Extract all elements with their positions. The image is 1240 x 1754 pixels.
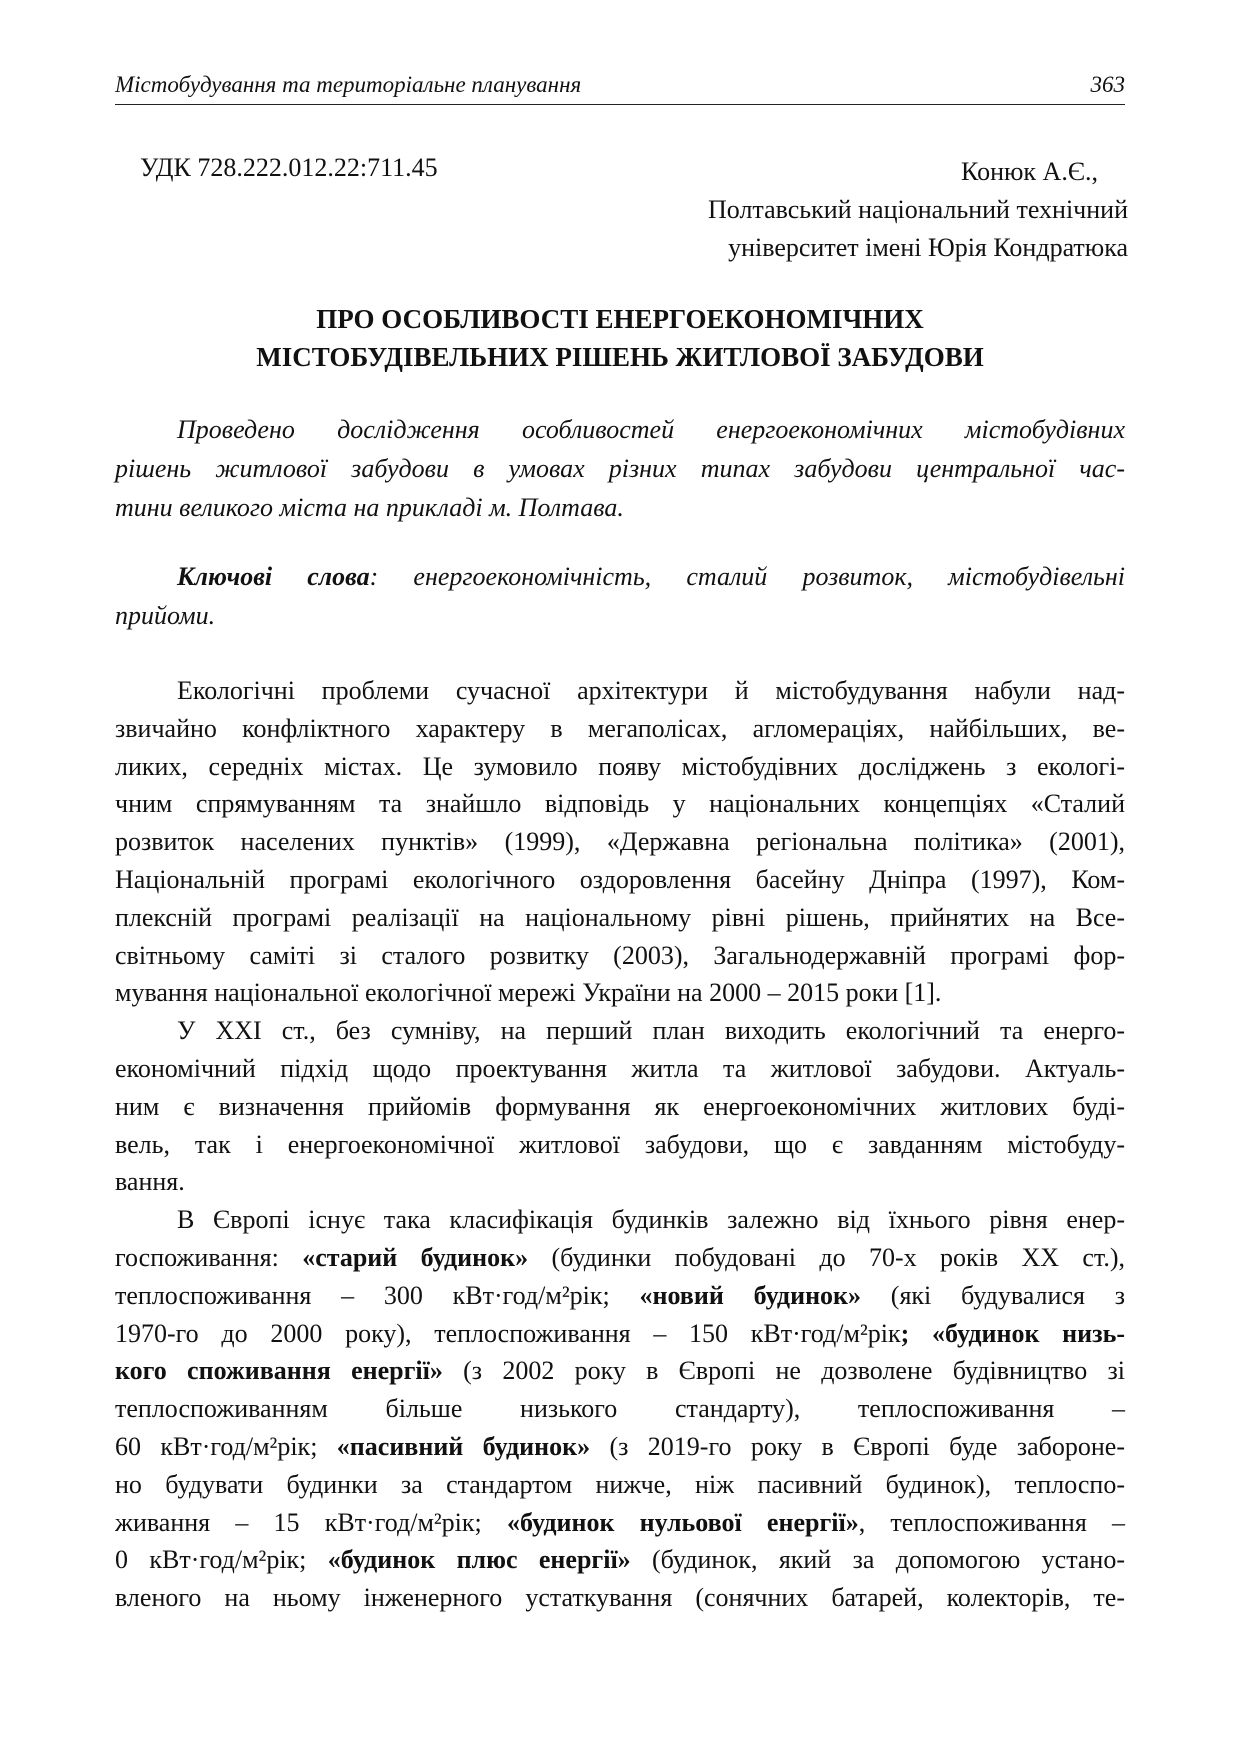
paragraph-line: чним спрямуванням та знайшло відповідь у національних концепціях «Сталий [115, 789, 1125, 819]
paragraph-line: мування національної екологічної мережі України на 2000 – 2015 роки [1]. [115, 978, 942, 1008]
text-run: (будинки побудовані до 70-х років ХХ ст.), [528, 1242, 1125, 1272]
text-run: (з 2002 року в Європі не дозволене будівництво зі [442, 1356, 1125, 1386]
paragraph-line: вель, так і енергоекономічної житлової забудови, що є завданням містобуду- [115, 1129, 1125, 1159]
paragraph-3 [115, 1201, 1125, 1617]
paragraph-line: ним є визначення прийомів формування як енергоекономічних житлових буді- [115, 1091, 1125, 1121]
abstract-line-3: тини великого міста на прикладі м. Полтава. [115, 493, 624, 522]
paragraph-line: У XXI ст., без сумніву, на перший план виходить екологічний та енерго- [177, 1016, 1125, 1046]
paragraph-1 [115, 672, 1125, 1012]
paragraph-line [115, 1541, 1125, 1579]
article-title [115, 300, 1125, 376]
paragraph-line: світньому саміті зі сталого розвитку (2003), Загальнодержавній програмі фор- [115, 940, 1125, 970]
paragraph-line: вання. [115, 1167, 185, 1197]
paragraph-line: но будувати будинки за стандартом нижче, ніж пасивний будинок), теплоспо- [115, 1469, 1125, 1499]
keywords-line-2: прийоми. [115, 601, 216, 630]
term-passive-house: «пасивний будинок» [336, 1431, 591, 1461]
keywords [115, 557, 1125, 635]
title-line-1: ПРО ОСОБЛИВОСТІ ЕНЕРГОЕКОНОМІЧНИХ [316, 304, 924, 334]
paragraph-line: звичайно конфліктного характеру в мегаполісах, агломераціях, найбільших, ве- [115, 713, 1125, 743]
paragraph-line [115, 1428, 1125, 1466]
paragraph-line: економічний підхід щодо проектування житла та житлової забудови. Актуаль- [115, 1053, 1125, 1083]
term-low-energy-house-cont: кого споживання енергії» [115, 1356, 443, 1386]
paragraph-line [115, 1315, 1125, 1353]
text-run: 0 кВт·год/м²рік; [115, 1545, 328, 1575]
paragraph-line [115, 1504, 1125, 1542]
paragraph-line: вленого на ньому інженерного устаткування (сонячних батарей, колекторів, те- [115, 1583, 1125, 1613]
running-header [115, 70, 1125, 105]
text-run: живання – 15 кВт·год/м²рік; [115, 1507, 507, 1537]
keywords-label: Ключові слова [177, 562, 370, 591]
term-new-house: «новий будинок» [639, 1280, 862, 1310]
page-number: 363 [1090, 72, 1125, 97]
text-run: , теплоспоживання – [858, 1507, 1125, 1537]
paragraph-line: В Європі існує така класифікація будинків залежно від їхнього рівня енер- [177, 1205, 1125, 1235]
text-run: (які будувалися з [861, 1280, 1125, 1310]
paragraph-line: плексній програмі реалізації на національному рівні рішень, прийнятих на Все- [115, 902, 1125, 932]
author-name: Конюк А.Є., [961, 157, 1098, 186]
text-run: 60 кВт·год/м²рік; [115, 1431, 337, 1461]
text-run: госпоживання: [115, 1242, 303, 1272]
paragraph-line: Екологічні проблеми сучасної архітектури й містобудування набули над- [177, 676, 1125, 705]
author-block [708, 153, 1128, 267]
abstract-line-2: рішень житлової забудови в умовах різних типах забудови центральної час- [115, 454, 1125, 483]
journal-title: Містобудування та територіальне планування [115, 72, 582, 97]
paragraph-line: Національній програмі екологічного оздоровлення басейну Дніпра (1997), Ком- [115, 864, 1125, 894]
udc-code: УДК 728.222.012.22:711.45 [140, 153, 438, 182]
text-run: (з 2019-го року в Європі буде заборонe- [590, 1431, 1125, 1461]
abstract-line-1: Проведено дослідження особливостей енергоекономічних містобудівних [177, 415, 1125, 444]
keywords-text: : енергоекономічність, сталий розвиток, містобудівельні [369, 562, 1125, 591]
paragraph-line: розвиток населених пунктів» (1999), «Державна регіональна політика» (2001), [115, 827, 1125, 857]
paragraph-line [115, 1352, 1125, 1390]
term-plus-energy-house: «будинок плюс енергії» [327, 1545, 631, 1575]
affiliation-line-2: університет імені Юрія Кондратюка [728, 233, 1128, 262]
keywords-line-1 [115, 557, 1125, 596]
term-low-energy-house: ; «будинок низь- [900, 1318, 1125, 1348]
text-run: теплоспоживання – 300 кВт·год/м²рік; [115, 1280, 640, 1310]
paragraph-line [115, 1239, 1125, 1277]
paragraph-line [115, 1277, 1125, 1315]
term-zero-energy-house: «будинок нульової енергії» [506, 1507, 859, 1537]
text-run: 1970-го до 2000 року), теплоспоживання – 150 кВт·год/м²рік [115, 1318, 901, 1348]
abstract [115, 410, 1125, 527]
paragraph-line: ликих, середніх містах. Це зумовило появу містобудівних досліджень з екологі- [115, 751, 1125, 781]
paragraph-line: теплоспоживанням більше низького стандарту), теплоспоживання – [115, 1394, 1125, 1424]
affiliation-line-1: Полтавський національний технічний [708, 195, 1128, 224]
text-run: (будинок, який за допомогою устано- [630, 1545, 1125, 1575]
title-line-2: МІСТОБУДІВЕЛЬНИХ РІШЕНЬ ЖИТЛОВОЇ ЗАБУДОВИ [256, 342, 984, 372]
term-old-house: «старий будинок» [302, 1242, 529, 1272]
body-text [115, 672, 1125, 1617]
paragraph-2 [115, 1012, 1125, 1201]
